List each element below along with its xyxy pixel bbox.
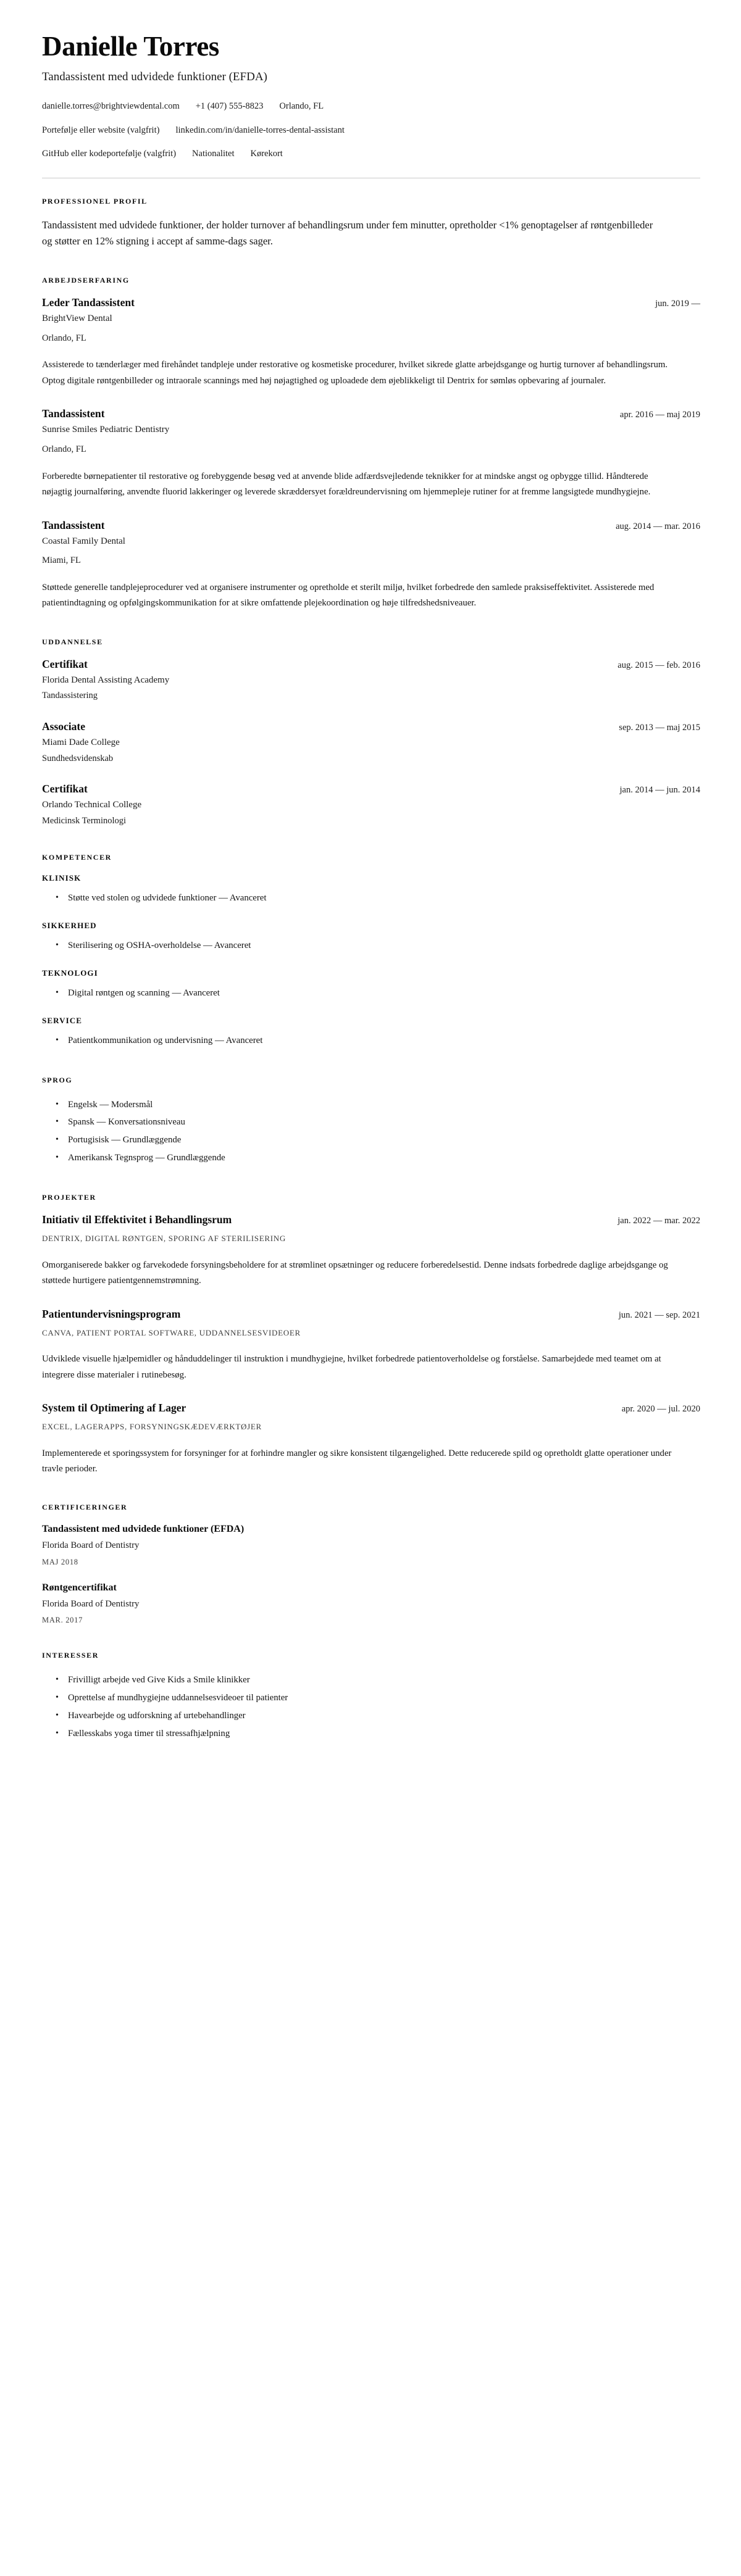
section-title-interests: INTERESSER <box>42 1651 99 1660</box>
interest-item: • Frivilligt arbejde ved Give Kids a Smile klinikker <box>56 1671 700 1689</box>
language-item: • Engelsk — Modersmål <box>56 1096 700 1114</box>
interest-list <box>42 1671 700 1743</box>
skill-list <box>42 937 700 955</box>
interest-item: • Havearbejde og udforskning af urtebehandlinger <box>56 1707 700 1725</box>
language-list <box>42 1096 700 1168</box>
interest-item: • Oprettelse af mundhygiejne uddannelsesvideoer til patienter <box>56 1689 700 1707</box>
experience-date: aug. 2014 — mar. 2016 <box>616 521 700 531</box>
section-languages <box>42 1076 700 1168</box>
project-entry <box>42 1308 700 1383</box>
section-title-certifications: CERTIFICERINGER <box>42 1503 128 1512</box>
education-degree: Certifikat <box>42 783 88 796</box>
section-projects <box>42 1193 700 1477</box>
certification-date: MAR. 2017 <box>42 1616 83 1625</box>
contact-nationality-placeholder[interactable]: Nationalitet <box>192 149 235 159</box>
experience-company: BrightView Dental <box>42 314 112 324</box>
certification-entry <box>42 1582 700 1625</box>
project-stack: DENTRIX, DIGITAL RØNTGEN, SPORING AF STERILISERING <box>42 1234 286 1244</box>
skill-group-klinisk <box>42 873 700 907</box>
certification-entry <box>42 1523 700 1566</box>
contact-driving-license-placeholder[interactable]: Kørekort <box>250 149 283 159</box>
education-degree: Associate <box>42 720 85 733</box>
section-title-profile: PROFESSIONEL PROFIL <box>42 196 148 206</box>
section-skills <box>42 853 700 1050</box>
project-date: jan. 2022 — mar. 2022 <box>618 1216 700 1226</box>
contact-row-primary <box>42 101 700 113</box>
education-date: aug. 2015 — feb. 2016 <box>618 660 700 670</box>
certification-name: Røntgencertifikat <box>42 1582 117 1593</box>
skill-list <box>42 1032 700 1050</box>
project-name: Patientundervisningsprogram <box>42 1307 181 1320</box>
education-date: sep. 2013 — maj 2015 <box>619 723 700 733</box>
project-name: System til Optimering af Lager <box>42 1402 186 1415</box>
education-school: Florida Dental Assisting Academy <box>42 675 170 685</box>
experience-description: Forberedte børnepatienter til restorative og forebyggende besøg ved at anvende blide adfærdsvejledende teknikker for at mindske angst og opbygge tillid. Håndterede nøjagtig journalføring, anvendte fluorid lakkeringer og leverede skræddersyet forældreundervisning om hjemmepleje rutiner for at fremme langsigtede mundhygiejne. <box>42 471 651 497</box>
section-title-education: UDDANNELSE <box>42 637 103 646</box>
certification-issuer: Florida Board of Dentistry <box>42 1540 140 1551</box>
skill-group-label: KLINISK <box>42 873 82 883</box>
experience-company: Coastal Family Dental <box>42 536 125 546</box>
candidate-headline: Tandassistent med udvidede funktioner (EFDA) <box>42 70 267 84</box>
section-title-projects: PROJEKTER <box>42 1193 96 1202</box>
certification-name: Tandassistent med udvidede funktioner (EFDA) <box>42 1524 245 1535</box>
skill-item: • Patientkommunikation og undervisning — Avanceret <box>56 1032 700 1050</box>
language-item: • Amerikansk Tegnsprog — Grundlæggende <box>56 1149 700 1167</box>
section-certifications <box>42 1503 700 1625</box>
project-date: apr. 2020 — jul. 2020 <box>621 1404 700 1415</box>
skill-item: • Sterilisering og OSHA-overholdelse — Avanceret <box>56 937 700 955</box>
project-entry-head <box>42 1308 700 1321</box>
contact-github-placeholder[interactable]: GitHub eller kodeportefølje (valgfrit) <box>42 149 177 159</box>
section-education <box>42 638 700 827</box>
contact-email[interactable]: danielle.torres@brightviewdental.com <box>42 101 180 111</box>
section-experience <box>42 276 700 612</box>
experience-date: apr. 2016 — maj 2019 <box>619 410 700 420</box>
section-title-experience: ARBEJDSERFARING <box>42 276 130 285</box>
experience-location: Orlando, FL <box>42 444 86 454</box>
project-description: Implementerede et sporingssystem for forsyninger for at forhindre mangler og sikre konsistent tilgængelighed. Dette reducerede spild og opretholdt glatte operationer under travle perioder. <box>42 1448 672 1474</box>
education-field: Tandassistering <box>42 691 98 701</box>
skill-item: • Digital røntgen og scanning — Avanceret <box>56 984 700 1002</box>
experience-description: Assisterede to tænderlæger med firehåndet tandpleje under restorative og kosmetiske procedurer, hvilket sikrede glatte arbejdsgange og hurtig turnover af behandlingsrum. Optog digitale røntgenbilleder og intraorale scannings med høj nøjagtighed og uploadede dem øjeblikkeligt til Dentrix for sømløs opbevaring af journaler. <box>42 360 668 386</box>
experience-role: Leder Tandassistent <box>42 296 135 309</box>
experience-entry <box>42 296 700 389</box>
experience-role: Tandassistent <box>42 407 105 420</box>
education-entry-head <box>42 720 700 733</box>
contact-linkedin[interactable]: linkedin.com/in/danielle-torres-dental-assistant <box>175 125 345 135</box>
resume-header <box>42 32 700 178</box>
education-entry-head <box>42 658 700 671</box>
experience-location: Orlando, FL <box>42 333 86 343</box>
contact-portfolio-placeholder[interactable]: Portefølje eller website (valgfrit) <box>42 125 160 135</box>
experience-description: Støttede generelle tandplejeprocedurer ved at organisere instrumenter og opretholde et sterilt miljø, hvilket forbedrede den samlede praksiseffektivitet. Assisterede med patientindtagning og opfølgingskommunikation for at sikre omfattende plejekoordination og høje tilfredshedsniveauer. <box>42 582 655 609</box>
project-entry <box>42 1402 700 1477</box>
skill-list <box>42 889 700 907</box>
profile-summary-text: Tandassistent med udvidede funktioner, der holder turnover af behandlingsrum under fem minutter, opretholder <1% genoptagelser af røntgenbilleder og støtter en 12% stigning i accept af samme-dags sager. <box>42 218 653 247</box>
section-profile <box>42 197 700 250</box>
experience-entry <box>42 407 700 500</box>
education-field: Sundhedsvidenskab <box>42 753 114 763</box>
certification-date: MAJ 2018 <box>42 1557 78 1566</box>
education-field: Medicinsk Terminologi <box>42 815 127 826</box>
project-description: Udviklede visuelle hjælpemidler og hånduddelinger til instruktion i mundhygiejne, hvilket forbedrede patientoverholdelse og forståelse. Samarbejdede med teamet om at integrere disse materialer i rutinebesøg. <box>42 1354 661 1380</box>
experience-entry-head <box>42 407 700 420</box>
experience-company: Sunrise Smiles Pediatric Dentistry <box>42 425 170 435</box>
education-degree: Certifikat <box>42 657 88 670</box>
experience-location: Miami, FL <box>42 555 81 566</box>
skill-group-sikkerhed <box>42 921 700 955</box>
education-school: Orlando Technical College <box>42 800 142 810</box>
project-name: Initiativ til Effektivitet i Behandlingsrum <box>42 1213 232 1226</box>
skill-item: • Støtte ved stolen og udvidede funktioner — Avanceret <box>56 889 700 907</box>
project-stack: CANVA, PATIENT PORTAL SOFTWARE, UDDANNELSESVIDEOER <box>42 1327 301 1337</box>
contact-location: Orlando, FL <box>279 101 324 111</box>
education-entry-head <box>42 783 700 796</box>
education-school: Miami Dade College <box>42 737 120 748</box>
skill-group-service <box>42 1016 700 1050</box>
experience-entry-head <box>42 296 700 309</box>
interest-item: • Fællesskabs yoga timer til stressafhjælpning <box>56 1725 700 1743</box>
section-title-languages: SPROG <box>42 1075 73 1084</box>
project-entry <box>42 1213 700 1289</box>
contact-row-web <box>42 125 700 137</box>
section-interests <box>42 1651 700 1743</box>
experience-role: Tandassistent <box>42 518 105 531</box>
project-date: jun. 2021 — sep. 2021 <box>618 1310 700 1320</box>
skill-group-label: TEKNOLOGI <box>42 968 98 978</box>
experience-entry-head <box>42 519 700 532</box>
education-entry <box>42 783 700 826</box>
skill-group-label: SERVICE <box>42 1015 83 1025</box>
project-entry-head <box>42 1402 700 1415</box>
experience-entry <box>42 519 700 612</box>
section-title-skills: KOMPETENCER <box>42 852 112 862</box>
project-stack: EXCEL, LAGERAPPS, FORSYNINGSKÆDEVÆRKTØJER <box>42 1422 262 1432</box>
education-entry <box>42 720 700 764</box>
education-entry <box>42 658 700 702</box>
education-date: jan. 2014 — jun. 2014 <box>619 785 700 796</box>
project-entry-head <box>42 1213 700 1226</box>
contact-phone[interactable]: +1 (407) 555-8823 <box>195 101 264 111</box>
skill-group-label: SIKKERHED <box>42 920 97 930</box>
language-item: • Portugisisk — Grundlæggende <box>56 1131 700 1149</box>
contact-row-extra <box>42 148 700 160</box>
experience-date: jun. 2019 — <box>655 299 700 309</box>
project-description: Omorganiserede bakker og farvekodede forsyningsbeholdere for at strømlinet opsætninger og reducere forberedelsestid. Denne indsats forbedrede daglige arbejdsgange og støttede hurtigere patientgennemstrømning. <box>42 1260 668 1286</box>
skill-list <box>42 984 700 1002</box>
candidate-name: Danielle Torres <box>42 31 219 62</box>
language-item: • Spansk — Konversationsniveau <box>56 1113 700 1131</box>
skill-group-teknologi <box>42 968 700 1002</box>
certification-issuer: Florida Board of Dentistry <box>42 1598 140 1609</box>
